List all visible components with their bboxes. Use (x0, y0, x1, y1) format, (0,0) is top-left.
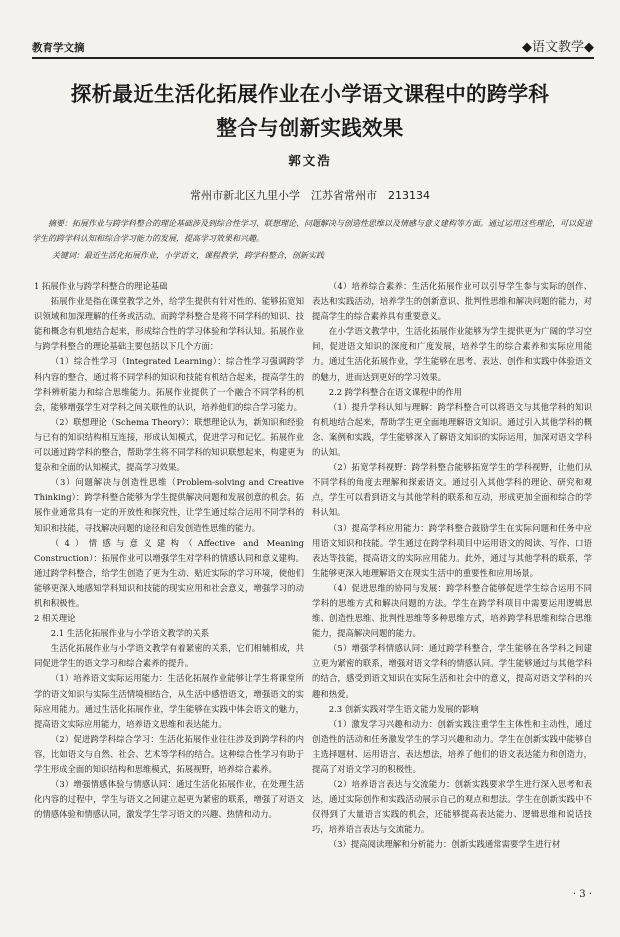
section-heading: 2 相关理论 (34, 613, 76, 624)
paragraph: （4）情感与意义建构（Affective and Meaning Construction）：拓展作业可以增强学生对学科的情感认同和意义建构。通过跨学科整合，给学生创造了更为生动、贴近实际的学习环境，使他们能够更深入地感知学科知识和技能的现实应用和社会意义，增强学习的动机和积极性。 (34, 537, 304, 608)
paragraph: （5）增强学科情感认同：通过跨学科整合，学生能够在各学科之间建立更为紧密的联系，增强对语文学科的情感认同。学生能够通过与其他学科的结合，感受到语文知识在实际生活和社会中的意义，提高对语文学科的兴趣和热爱。 (312, 643, 592, 699)
paragraph: （3）增强情感体验与情感认同：通过生活化拓展作业，在处理生活化内容的过程中，学生与语文之间建立起更为紧密的联系，增强了对语文的情感体验和情感认同，激发学生学习语文的兴趣、热情和动力。 (34, 779, 304, 820)
paragraph: （3）问题解决与创造性思维（Problem-solving and Creative Thinking）：跨学科整合能够为学生提供解决问题和发展创意的机会。拓展作业通常具有一定的开放性和探究性，让学生通过综合运用不同学科的知识和技能，寻找解决问题的途径和启发创造性思维的能力。 (34, 477, 304, 533)
section-heading: 1 拓展作业与跨学科整合的理论基础 (34, 281, 168, 291)
paragraph: 拓展作业是指在课堂教学之外，给学生提供有针对性的、能够拓宽知识领域和加深理解的任务或活动。而跨学科整合是将不同学科的知识、技能和概念有机地结合起来，形成综合性的学习体验和学科认知。拓展作业与跨学科整合的理论基础主要包括以下几个方面： (34, 296, 304, 352)
article-title (40, 77, 580, 145)
paragraph: （2）培养语言表达与交流能力：创新实践要求学生进行深入思考和表达，通过实际创作和实践活动展示自己的观点和想法。学生在创新实践中不仅得到了大量语言实践的机会，还能够提高表达能力、逻辑思维和说话技巧，培养语言表达与交流能力。 (312, 779, 592, 835)
paragraph: （1）激发学习兴趣和动力：创新实践注重学生主体性和主动性，通过创造性的活动和任务激发学生的学习兴趣和动力。学生在创新实践中能够自主选择题材、运用语言、表达想法，培养了他们的语文表达能力和创造力，提高了对语文学习的积极性。 (312, 718, 592, 774)
paragraph: （1）培养语文实际运用能力：生活化拓展作业能够让学生将课堂所学的语文知识与实际生活情境相结合，从生活中感悟语文，增强语文的实际应用能力。通过生活化拓展作业，学生能够在实践中体会语文的魅力，提高语文实际应用能力，培养语文思维和表达能力。 (34, 673, 304, 729)
paragraph: （1）提升学科认知与理解：跨学科整合可以将语文与其他学科的知识有机地结合起来，帮助学生更全面地理解语文知识。通过引入其他学科的概念、案例和实践，学生能够深入了解语文知识的实际运用，加深对语文学科的认知。 (312, 401, 592, 458)
affiliation: 常州市新北区九里小学 江苏省常州市 213134 (190, 189, 430, 202)
header-rule (32, 57, 594, 59)
paragraph: （3）提高阅读理解和分析能力：创新实践通常需要学生进行材 (328, 839, 561, 850)
paragraph: （2）拓宽学科视野：跨学科整合能够拓宽学生的学科视野，让他们从不同学科的角度去理解和探索语文。通过引入其他学科的理论、研究和观点，学生可以看到语文与其他学科的联系和互动，形成更加全面和综合的学科认知。 (312, 462, 592, 518)
right-column (312, 279, 592, 853)
page-header (32, 36, 594, 58)
abstract (32, 216, 594, 246)
paragraph: （1）综合性学习（Integrated Learning）：综合性学习强调跨学科内容的整合，通过将不同学科的知识和技能有机结合起来，提高学生的学科辨析能力和综合思维能力。拓展作业提供了一个融合不同学科的机会，能够增强学生对学科之间关联性的认识，培养他们的综合学习能力。 (34, 356, 304, 412)
paragraph: （2）促进跨学科综合学习：生活化拓展作业往往涉及到跨学科的内容，比如语文与自然、社会、艺术等学科的结合。这种综合性学习有助于学生形成全面的知识结构和思维模式，拓展视野，培养综合素养。 (34, 733, 304, 774)
section-name: ◆语文教学◆ (522, 40, 594, 55)
subsection-heading: 2.3 创新实践对学生语文能力发展的影响 (328, 703, 479, 714)
paragraph: 在小学语文教学中，生活化拓展作业能够为学生提供更为广阔的学习空间，促进语文知识的深度和广度发展，培养学生的综合素养和实际应用能力。通过生活化拓展作业，学生能够在思考、表达、创作和实践中体验语文的魅力，进而达到更好的学习效果。 (312, 326, 592, 382)
abstract-text: 摘要：拓展作业与跨学科整合的理论基础涉及到综合性学习、联想理论、问题解决与创造性思维以及情感与意义建构等方面。通过运用这些理论，可以促进学生的跨学科认知和综合学习能力的发展，提高学习效果和兴趣。 (32, 219, 592, 243)
page-number: · 3 · (572, 889, 592, 900)
title-line-2: 整合与创新实践效果 (216, 116, 404, 140)
paragraph: （4）促进思维的协同与发展：跨学科整合能够促进学生综合运用不同学科的思维方式和解决问题的方法。学生在跨学科项目中需要运用逻辑思维、创造性思维、批判性思维等多种思维方式，培养跨学科思维和综合思维能力，提高解决问题的能力。 (312, 582, 592, 639)
journal-name: 教育学文摘 (32, 42, 85, 54)
subsection-heading: 2.1 生活化拓展作业与小学语文教学的关系 (50, 628, 210, 639)
paragraph: （4）培养综合素养：生活化拓展作业可以引导学生参与实际的创作、表达和实践活动，培养学生的创新意识、批判性思维和解决问题的能力，对提高学生的综合素养具有重要意义。 (312, 281, 592, 322)
author: 郭文浩 (288, 153, 332, 168)
title-line-1: 探析最近生活化拓展作业在小学语文课程中的跨学科 (70, 82, 550, 106)
paragraph: （2）联想理论（Schema Theory）：联想理论认为，新知识和经验与已有的知识结构相互连接，形成认知模式，促进学习和记忆。拓展作业可以通过跨学科的整合，帮助学生将不同学科的知识联想起来，构建更为复杂和全面的认知模式，提高学习效果。 (34, 416, 304, 473)
paragraph: （3）提高学科应用能力：跨学科整合鼓励学生在实际问题和任务中应用语文知识和技能。学生通过在跨学科项目中运用语文的阅读、写作、口语表达等技能，提高语文的实际应用能力。此外，通过与其他学科的联系，学生能够更深入地理解语文在现实生活中的重要性和应用场景。 (312, 522, 592, 578)
paragraph: 生活化拓展作业与小学语文教学有着紧密的关系，它们相辅相成，共同促进学生的语文学习和综合素养的提升。 (34, 643, 304, 669)
subsection-heading: 2.2 跨学科整合在语文课程中的作用 (328, 386, 463, 397)
left-column (34, 279, 304, 822)
keywords: 关键词：最近生活化拓展作业，小学语文，课程教学，跨学科整合，创新实践 (52, 251, 324, 260)
